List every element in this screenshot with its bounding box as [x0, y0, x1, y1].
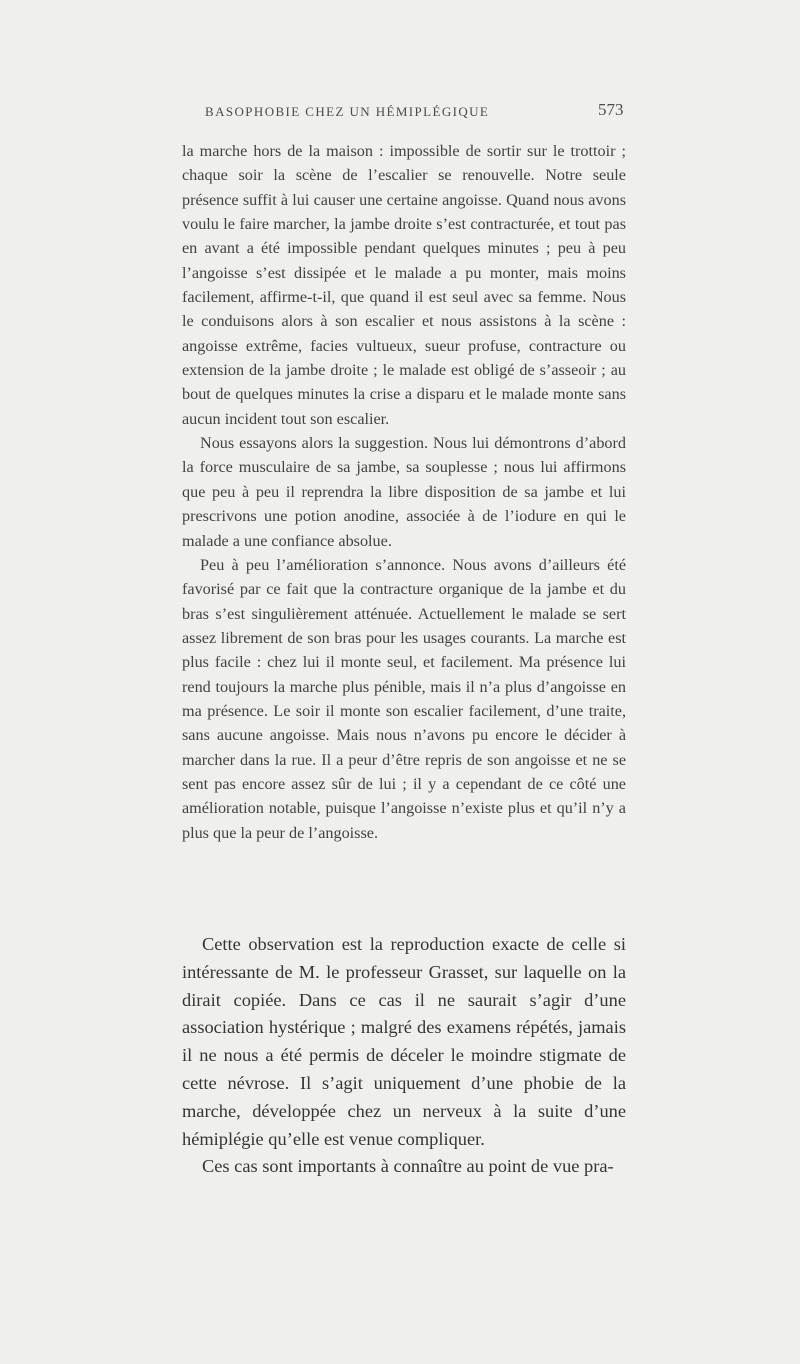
running-head: BASOPHOBIE CHEZ UN HÉMIPLÉGIQUE: [205, 104, 490, 119]
observation-text: [182, 139, 626, 845]
commentary-paragraph-2: Ces cas sont importants à connaître au point de vue pra-: [202, 1156, 614, 1177]
observation-paragraph-3: Peu à peu l’amélioration s’annonce. Nous avons d’ailleurs été favorisé par ce fait que la contracture organique de la jambe et du bras s’est singulièrement atténuée. Actuellement le malade se sert assez librement de son bras pour les usages courants. La marche est plus facile : chez lui il monte seul, et facilement. Ma présence lui rend toujours la marche plus pénible, mais il n’a plus d’angoisse en ma présence. Le soir il monte son escalier facilement, d’une traite, sans aucune angoisse. Mais nous n’avons pu encore le décider à marcher dans la rue. Il a peur d’être repris de son angoisse et ne se sent pas encore assez sûr de lui ; il y a cependant de ce côté une amélioration notable, puisque l’angoisse n’existe plus et qu’il n’y a plus que la peur de l’angoisse.: [182, 555, 626, 842]
observation-paragraph-2: Nous essayons alors la suggestion. Nous lui démontrons d’abord la force musculaire de sa jambe, sa souplesse ; nous lui affirmons que peu à peu il reprendra la libre disposition de sa jambe et lui prescrivons une potion anodine, associée à de l’iodure en qui le malade a une confiance absolue.: [182, 434, 626, 550]
commentary-text: [182, 931, 626, 1181]
page-number: 573: [598, 100, 624, 119]
observation-paragraph-1: la marche hors de la maison : impossible de sortir sur le trottoir ; chaque soir la scène de l’escalier se renouvelle. Notre seule présence suffit à lui causer une certaine angoisse. Quand nous avons voulu le faire marcher, la jambe droite s’est contracturée, et tout pas en avant a été impossible pendant quelques minutes ; peu à peu l’angoisse s’est dissipée et le malade a pu monter, mais moins facilement, affirme-t-il, que quand il est seul avec sa femme. Nous le conduisons alors à son escalier et nous assistons à la scène : angoisse extrême, facies vultueux, sueur profuse, contracture ou extension de la jambe droite ; le malade est obligé de s’asseoir ; au bout de quelques minutes la crise a disparu et le malade monte sans aucun incident tout son escalier.: [182, 142, 626, 428]
commentary-paragraph-1: Cette observation est la reproduction exacte de celle si intéressante de M. le professeur Grasset, sur laquelle on la dirait copiée. Dans ce cas il ne saurait s’agir d’une association hystérique ; malgré des examens répétés, jamais il ne nous a été permis de déceler le moindre stigmate de cette névrose. Il s’agit uniquement d’une phobie de la marche, développée chez un nerveux à la suite d’une hémiplégie qu’elle est venue compliquer.: [182, 934, 626, 1149]
